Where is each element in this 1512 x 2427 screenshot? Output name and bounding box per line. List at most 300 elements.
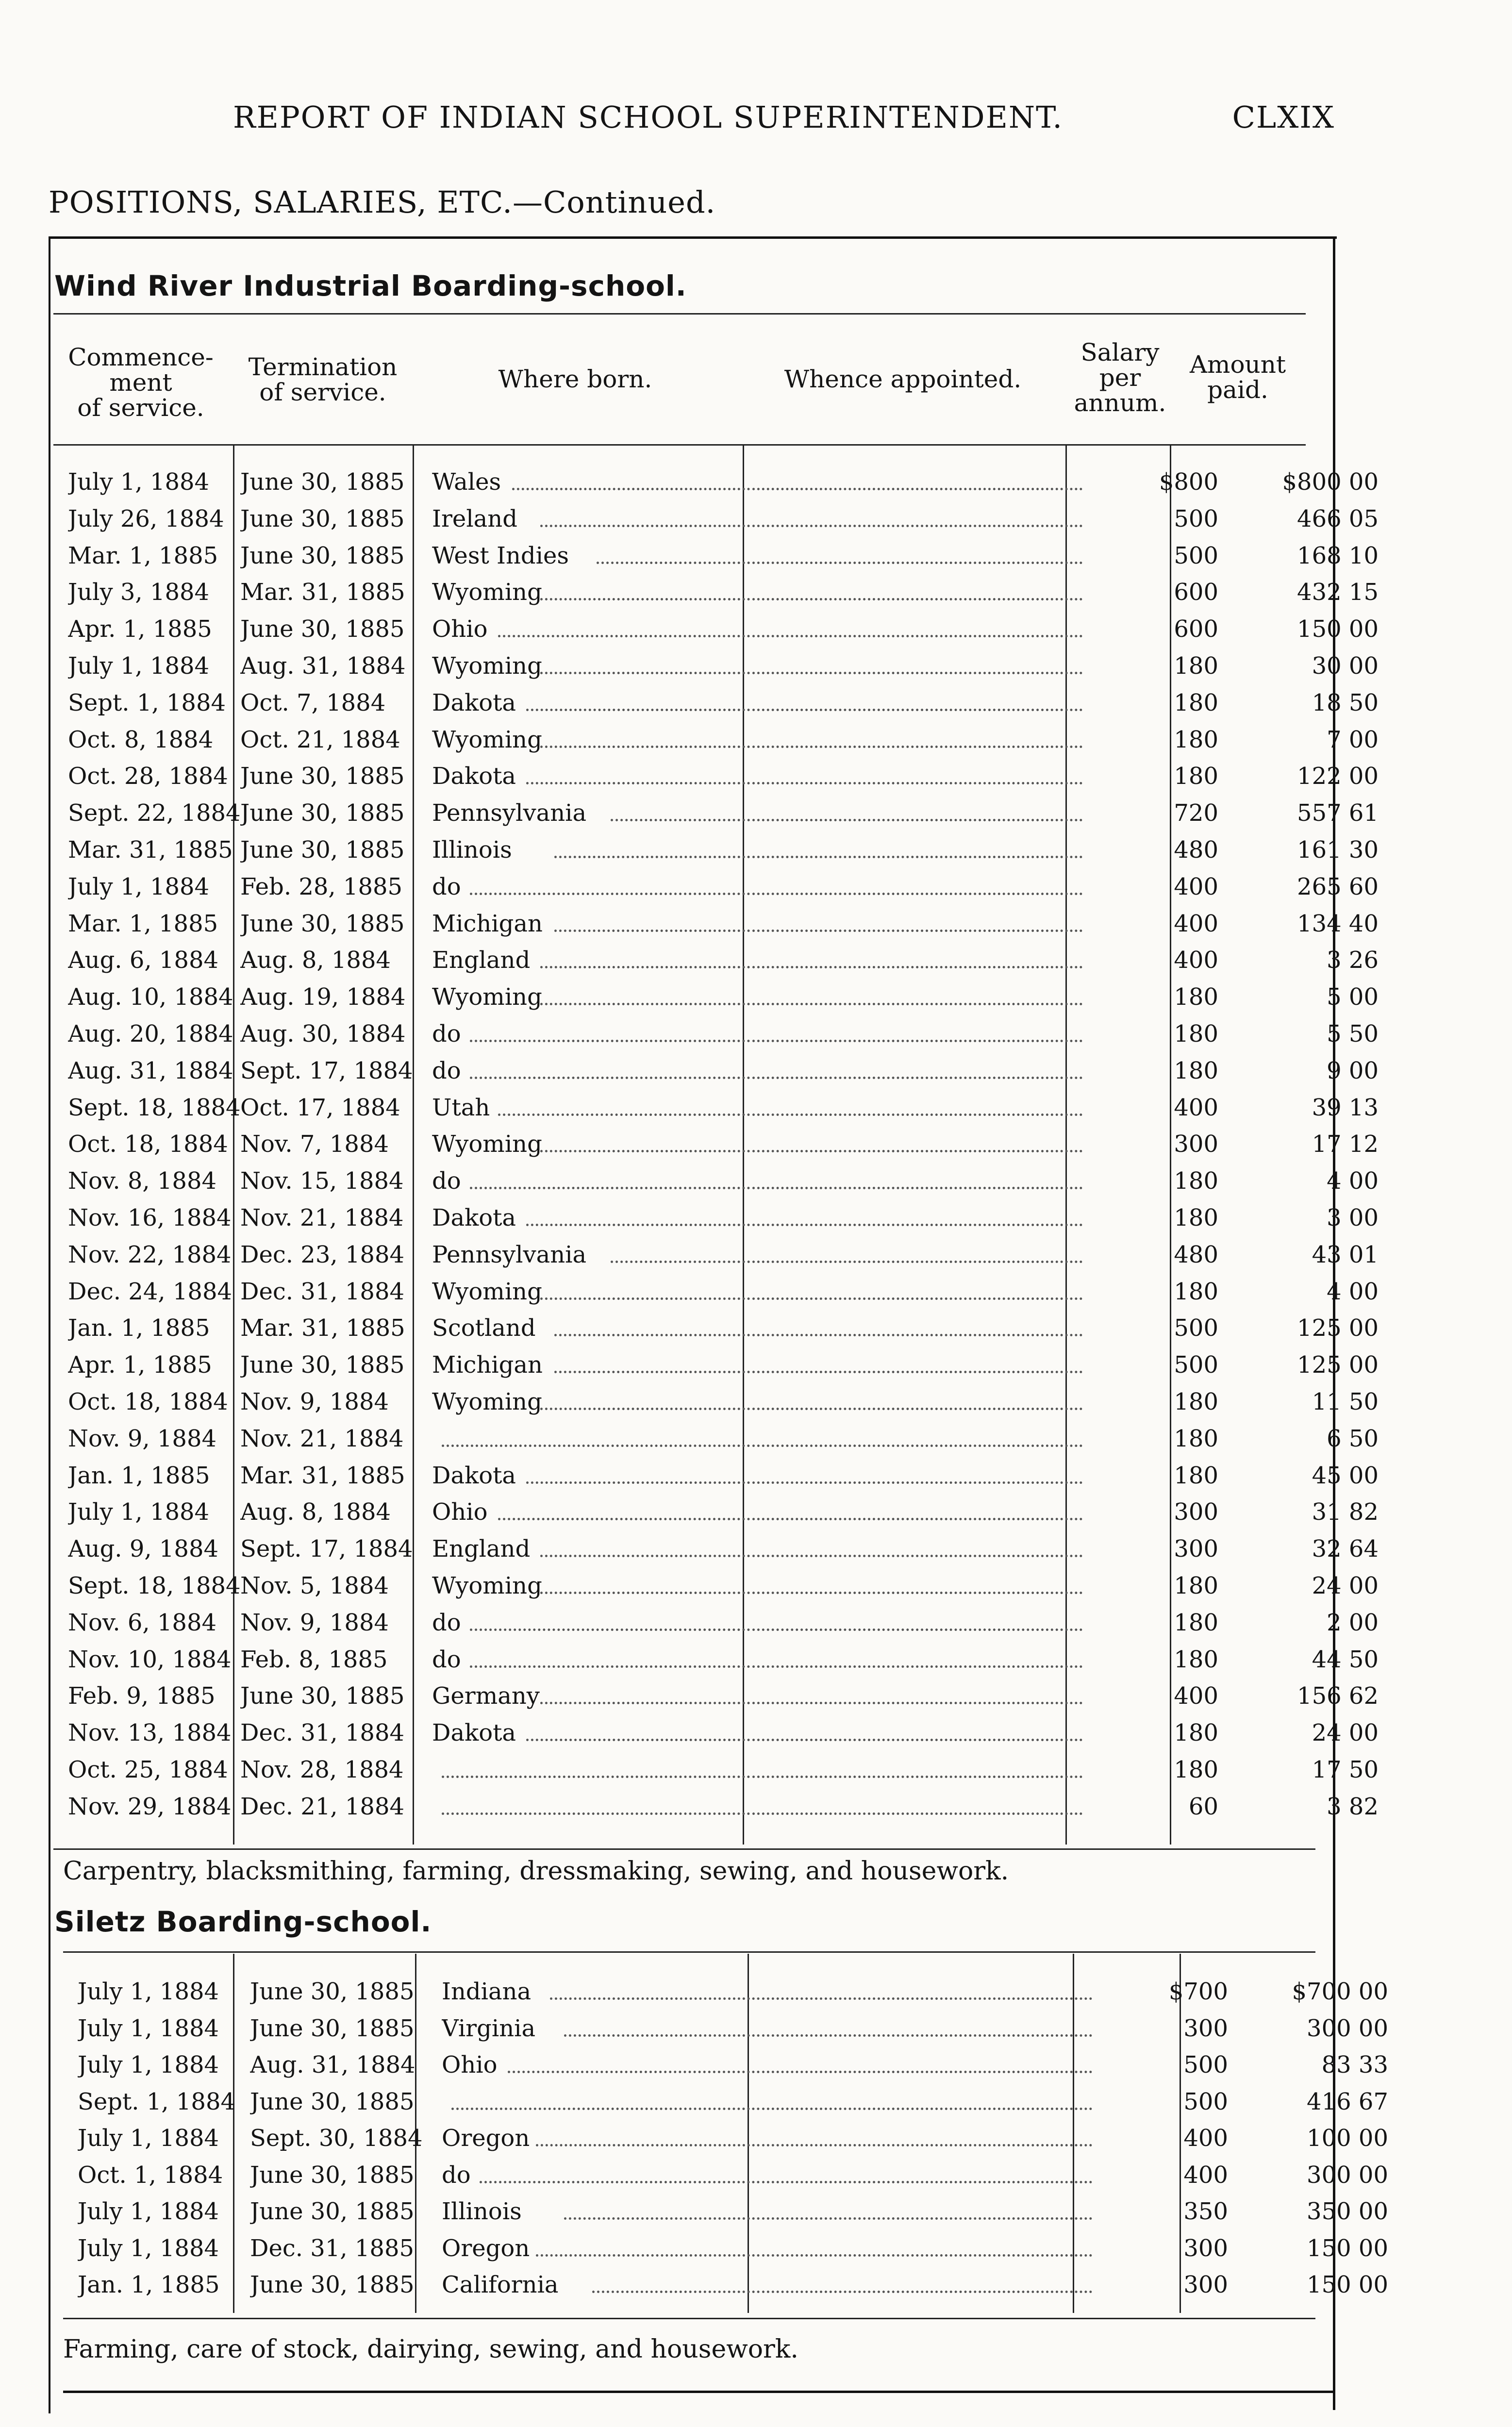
leader-dots — [470, 1665, 750, 1668]
birthplace: do — [432, 873, 461, 900]
table-row — [63, 2157, 1388, 2194]
leader-dots — [752, 1739, 1082, 1741]
col-head-paid — [1175, 352, 1301, 402]
leader-dots — [762, 2071, 1092, 2073]
commencement-date: Oct. 28, 1884 — [68, 763, 228, 790]
amount-paid: 7 00 — [1327, 726, 1379, 753]
leader-dots — [470, 1187, 750, 1189]
leader-dots — [526, 782, 750, 784]
amount-paid: 150 00 — [1307, 2234, 1388, 2262]
commencement-date: July 1, 1884 — [78, 2198, 219, 2225]
col-head-salary — [1068, 340, 1172, 416]
termination-date: Aug. 30, 1884 — [240, 1020, 406, 1047]
col-head-paid-l2: paid. — [1207, 376, 1268, 404]
table-row — [53, 942, 1379, 979]
table-row — [53, 500, 1379, 537]
commencement-date: Aug. 9, 1884 — [68, 1535, 219, 1563]
termination-date: Nov. 28, 1884 — [240, 1756, 404, 1783]
commencement-date: Oct. 18, 1884 — [68, 1388, 228, 1415]
commencement-date: Mar. 1, 1885 — [68, 910, 218, 937]
leader-dots — [526, 1481, 750, 1484]
termination-date: Mar. 31, 1885 — [240, 1462, 405, 1489]
leader-dots — [752, 1592, 1082, 1594]
commencement-date: Aug. 20, 1884 — [68, 1020, 233, 1047]
commencement-date: July 3, 1884 — [68, 579, 210, 606]
salary-per-annum: $700 — [1168, 1978, 1228, 2005]
amount-paid: $700 00 — [1292, 1978, 1388, 2005]
termination-date: Aug. 31, 1884 — [240, 652, 406, 680]
birthplace: Wyoming — [432, 1388, 542, 1415]
salary-per-annum: 180 — [1174, 1462, 1218, 1489]
table-row — [53, 1089, 1379, 1126]
termination-date: June 30, 1885 — [240, 505, 405, 532]
leader-dots — [762, 2144, 1092, 2146]
table-row — [53, 795, 1379, 831]
salary-per-annum: 180 — [1174, 763, 1218, 790]
commencement-date: Aug. 6, 1884 — [68, 947, 219, 974]
col-head-commencement-l1: Commence- — [68, 343, 214, 371]
salary-per-annum: 480 — [1174, 1241, 1218, 1268]
amount-paid: 466 05 — [1297, 505, 1379, 532]
leader-dots — [752, 672, 1082, 674]
termination-date: Nov. 21, 1884 — [240, 1204, 404, 1231]
leader-dots — [540, 966, 750, 968]
leader-dots — [526, 709, 750, 711]
leader-dots — [752, 1297, 1082, 1300]
commencement-date: Nov. 29, 1884 — [68, 1793, 232, 1820]
birthplace: West Indies — [432, 542, 569, 569]
commencement-date: Apr. 1, 1885 — [68, 1351, 212, 1379]
leader-dots — [526, 1739, 750, 1741]
commencement-date: July 1, 1884 — [78, 2234, 219, 2262]
termination-date: Dec. 31, 1884 — [240, 1719, 405, 1747]
termination-date: June 30, 1885 — [250, 2271, 415, 2298]
leader-dots — [762, 2254, 1092, 2257]
table-row — [53, 611, 1379, 648]
leader-dots — [752, 1665, 1082, 1668]
birthplace: Michigan — [432, 910, 543, 937]
commencement-date: Nov. 13, 1884 — [68, 1719, 232, 1747]
leader-dots — [752, 488, 1082, 490]
amount-paid: 150 00 — [1307, 2271, 1388, 2298]
termination-date: Nov. 15, 1884 — [240, 1167, 404, 1195]
amount-paid: 24 00 — [1312, 1719, 1379, 1747]
col-head-termination-l2: of service. — [259, 378, 386, 406]
birthplace: do — [442, 2161, 471, 2189]
commencement-date: July 1, 1884 — [68, 652, 210, 680]
leader-dots — [592, 2291, 760, 2293]
table-row — [53, 1641, 1379, 1678]
termination-date: Nov. 7, 1884 — [240, 1130, 389, 1158]
table-row — [53, 721, 1379, 758]
birthplace: Germany — [432, 1682, 540, 1710]
termination-date: June 30, 1885 — [240, 542, 405, 569]
leader-dots — [480, 2181, 760, 2183]
termination-date: Sept. 17, 1884 — [240, 1535, 413, 1563]
table-row — [53, 1420, 1379, 1457]
col-head-where-born: Where born. — [498, 365, 652, 393]
commencement-date: Jan. 1, 1885 — [78, 2271, 220, 2298]
commencement-date: Oct. 1, 1884 — [78, 2161, 223, 2189]
salary-per-annum: 500 — [1174, 1314, 1218, 1342]
leader-dots — [498, 1114, 750, 1116]
termination-date: June 30, 1885 — [250, 2198, 415, 2225]
leader-dots — [564, 2034, 760, 2037]
leader-dots — [554, 856, 750, 858]
amount-paid: 18 50 — [1312, 689, 1379, 716]
termination-date: Dec. 21, 1884 — [240, 1793, 405, 1820]
termination-date: Feb. 28, 1885 — [240, 873, 403, 900]
wr-header-top-rule — [53, 313, 1306, 315]
section-subheader: POSITIONS, SALARIES, ETC.—Continued. — [49, 184, 716, 220]
commencement-date: Feb. 9, 1885 — [68, 1682, 216, 1710]
leader-dots — [540, 1150, 750, 1152]
table-row — [63, 1973, 1388, 2010]
amount-paid: 134 40 — [1297, 910, 1379, 937]
salary-per-annum: 500 — [1183, 2088, 1228, 2115]
table-row — [53, 1457, 1379, 1494]
leader-dots — [752, 1481, 1082, 1484]
commencement-date: Sept. 18, 1884 — [68, 1094, 241, 1121]
leader-dots — [752, 893, 1082, 895]
birthplace: Wyoming — [432, 983, 542, 1011]
commencement-date: Dec. 24, 1884 — [68, 1278, 233, 1305]
si-top-rule — [63, 1951, 1315, 1953]
birthplace: Pennsylvania — [432, 1241, 587, 1268]
termination-date: Sept. 17, 1884 — [240, 1057, 413, 1084]
leader-dots — [752, 1224, 1082, 1226]
leader-dots — [752, 1702, 1082, 1704]
table-row — [53, 1494, 1379, 1530]
table-row — [53, 1714, 1379, 1751]
birthplace: Michigan — [432, 1351, 543, 1379]
leader-dots — [451, 2108, 760, 2110]
termination-date: Mar. 31, 1885 — [240, 579, 405, 606]
leader-dots — [752, 598, 1082, 600]
table-frame-bottom — [63, 2391, 1335, 2393]
leader-dots — [752, 746, 1082, 748]
leader-dots — [611, 1261, 750, 1263]
salary-per-annum: 600 — [1174, 579, 1218, 606]
birthplace: Illinois — [442, 2198, 522, 2225]
commencement-date: July 26, 1884 — [68, 505, 224, 532]
table-row — [53, 979, 1379, 1015]
leader-dots — [470, 893, 750, 895]
amount-paid: 44 50 — [1312, 1646, 1379, 1673]
leader-dots — [752, 819, 1082, 821]
birthplace: Virginia — [442, 2014, 536, 2042]
salary-per-annum: 400 — [1174, 1682, 1218, 1710]
birthplace — [432, 1420, 772, 1457]
salary-per-annum: 180 — [1174, 1609, 1218, 1636]
leader-dots — [762, 2217, 1092, 2220]
termination-date: June 30, 1885 — [240, 1351, 405, 1379]
leader-dots — [554, 1334, 750, 1336]
amount-paid: 4 00 — [1327, 1278, 1379, 1305]
table-row — [63, 2120, 1388, 2157]
amount-paid: 24 00 — [1312, 1572, 1379, 1599]
leader-dots — [762, 2108, 1092, 2110]
commencement-date: Nov. 6, 1884 — [68, 1609, 217, 1636]
salary-per-annum: 180 — [1174, 983, 1218, 1011]
leader-dots — [611, 819, 750, 821]
leader-dots — [752, 1776, 1082, 1778]
amount-paid: 83 33 — [1321, 2051, 1388, 2078]
table-row — [53, 1310, 1379, 1346]
birthplace: Dakota — [432, 763, 516, 790]
termination-date: Nov. 9, 1884 — [240, 1388, 389, 1415]
birthplace: Wyoming — [432, 1572, 542, 1599]
birthplace: Wyoming — [432, 579, 542, 606]
termination-date: June 30, 1885 — [240, 763, 405, 790]
salary-per-annum: 400 — [1183, 2161, 1228, 2189]
leader-dots — [470, 1077, 750, 1079]
termination-date: Oct. 21, 1884 — [240, 726, 400, 753]
leader-dots — [540, 1297, 750, 1300]
leader-dots — [550, 1997, 760, 2000]
col-head-termination — [233, 354, 413, 405]
table-row — [53, 1126, 1379, 1163]
leader-dots — [752, 525, 1082, 527]
birthplace: Dakota — [432, 1462, 516, 1489]
leader-dots — [470, 1629, 750, 1631]
salary-per-annum: 180 — [1174, 1057, 1218, 1084]
termination-date: Dec. 31, 1884 — [240, 1278, 405, 1305]
amount-paid: 17 12 — [1312, 1130, 1379, 1158]
birthplace: Ireland — [432, 505, 517, 532]
table-row — [53, 1199, 1379, 1236]
leader-dots — [752, 1518, 1082, 1520]
leader-dots — [442, 1445, 750, 1447]
salary-per-annum: 180 — [1174, 1646, 1218, 1673]
termination-date: Nov. 5, 1884 — [240, 1572, 389, 1599]
amount-paid: 265 60 — [1297, 873, 1379, 900]
termination-date: Mar. 31, 1885 — [240, 1314, 405, 1342]
leader-dots — [752, 1114, 1082, 1116]
amount-paid: 125 00 — [1297, 1351, 1379, 1379]
table-row — [53, 1163, 1379, 1199]
amount-paid: 17 50 — [1312, 1756, 1379, 1783]
salary-per-annum: 400 — [1174, 947, 1218, 974]
salary-per-annum: 400 — [1174, 1094, 1218, 1121]
leader-dots — [508, 2071, 760, 2073]
leader-dots — [752, 635, 1082, 637]
leader-dots — [752, 1555, 1082, 1557]
leader-dots — [597, 562, 750, 564]
birthplace: do — [432, 1646, 461, 1673]
col-head-commencement — [53, 345, 228, 420]
siletz-note: Farming, care of stock, dairying, sewing, and housework. — [63, 2335, 798, 2364]
amount-paid: 100 00 — [1307, 2125, 1388, 2152]
birthplace: Oregon — [442, 2125, 530, 2152]
birthplace: do — [432, 1020, 461, 1047]
salary-per-annum: 180 — [1174, 1278, 1218, 1305]
table-row — [63, 2083, 1388, 2120]
amount-paid: 5 00 — [1327, 983, 1379, 1011]
table-row — [63, 2010, 1388, 2047]
birthplace: Dakota — [432, 1204, 516, 1231]
leader-dots — [540, 1592, 750, 1594]
birthplace: Ohio — [432, 615, 488, 643]
table-row — [53, 758, 1379, 795]
table-row — [63, 2266, 1388, 2303]
salary-per-annum: 180 — [1174, 1167, 1218, 1195]
amount-paid: 11 50 — [1312, 1388, 1379, 1415]
leader-dots — [752, 1445, 1082, 1447]
birthplace: Wyoming — [432, 1278, 542, 1305]
table-row — [63, 2193, 1388, 2230]
salary-per-annum: 300 — [1174, 1535, 1218, 1563]
table-row — [53, 1530, 1379, 1567]
table-row — [53, 1788, 1379, 1825]
table-row — [53, 1236, 1379, 1273]
termination-date: Oct. 7, 1884 — [240, 689, 386, 716]
termination-date: June 30, 1885 — [240, 1682, 405, 1710]
amount-paid: $800 00 — [1282, 468, 1379, 496]
leader-dots — [762, 2181, 1092, 2183]
leader-dots — [536, 2144, 760, 2146]
leader-dots — [554, 930, 750, 932]
salary-per-annum: 500 — [1174, 1351, 1218, 1379]
col-head-commencement-l2: ment — [109, 368, 172, 397]
salary-per-annum: 500 — [1174, 505, 1218, 532]
birthplace: Ohio — [442, 2051, 498, 2078]
amount-paid: 9 00 — [1327, 1057, 1379, 1084]
termination-date: June 30, 1885 — [250, 1978, 415, 2005]
leader-dots — [752, 1040, 1082, 1042]
leader-dots — [540, 598, 750, 600]
salary-per-annum: 180 — [1174, 1756, 1218, 1783]
birthplace — [432, 1788, 772, 1825]
col-head-salary-l2: per — [1099, 364, 1141, 392]
birthplace: England — [432, 1535, 531, 1563]
leader-dots — [540, 746, 750, 748]
salary-per-annum: 300 — [1174, 1130, 1218, 1158]
commencement-date: Oct. 18, 1884 — [68, 1130, 228, 1158]
commencement-date: Apr. 1, 1885 — [68, 615, 212, 643]
commencement-date: July 1, 1884 — [68, 873, 210, 900]
termination-date: June 30, 1885 — [240, 799, 405, 827]
wr-table-bottom-rule — [53, 1848, 1315, 1850]
table-row — [53, 1273, 1379, 1310]
amount-paid: 3 00 — [1327, 1204, 1379, 1231]
salary-per-annum: 180 — [1174, 652, 1218, 680]
commencement-date: Sept. 22, 1884 — [68, 799, 241, 827]
table-row — [53, 1383, 1379, 1420]
birthplace: Scotland — [432, 1314, 536, 1342]
salary-per-annum: 400 — [1174, 873, 1218, 900]
amount-paid: 150 00 — [1297, 615, 1379, 643]
commencement-date: Jan. 1, 1885 — [68, 1314, 210, 1342]
termination-date: June 30, 1885 — [250, 2014, 415, 2042]
termination-date: Dec. 23, 1884 — [240, 1241, 405, 1268]
leader-dots — [540, 1702, 750, 1704]
leader-dots — [752, 1187, 1082, 1189]
termination-date: June 30, 1885 — [240, 910, 405, 937]
leader-dots — [762, 2291, 1092, 2293]
page-title: REPORT OF INDIAN SCHOOL SUPERINTENDENT. — [233, 100, 1063, 135]
commencement-date: July 1, 1884 — [78, 2125, 219, 2152]
leader-dots — [540, 672, 750, 674]
termination-date: June 30, 1885 — [250, 2088, 415, 2115]
salary-per-annum: 300 — [1183, 2014, 1228, 2042]
birthplace: Utah — [432, 1094, 490, 1121]
amount-paid: 3 26 — [1327, 947, 1379, 974]
birthplace: Wyoming — [432, 726, 542, 753]
amount-paid: 125 00 — [1297, 1314, 1379, 1342]
col-head-termination-l1: Termination — [248, 353, 398, 381]
salary-per-annum: 350 — [1183, 2198, 1228, 2225]
birthplace: Wyoming — [432, 1130, 542, 1158]
salary-per-annum: 180 — [1174, 1020, 1218, 1047]
table-row — [53, 1567, 1379, 1604]
amount-paid: 350 00 — [1307, 2198, 1388, 2225]
amount-paid: 300 00 — [1307, 2014, 1388, 2042]
termination-date: June 30, 1885 — [240, 836, 405, 864]
commencement-date: Mar. 31, 1885 — [68, 836, 233, 864]
commencement-date: July 1, 1884 — [78, 2014, 219, 2042]
table-row — [53, 905, 1379, 942]
amount-paid: 122 00 — [1297, 763, 1379, 790]
commencement-date: Aug. 10, 1884 — [68, 983, 233, 1011]
termination-date: Aug. 19, 1884 — [240, 983, 406, 1011]
amount-paid: 432 15 — [1297, 579, 1379, 606]
termination-date: Nov. 21, 1884 — [240, 1425, 404, 1452]
wr-header-bottom-rule — [53, 444, 1306, 446]
amount-paid: 2 00 — [1327, 1609, 1379, 1636]
salary-per-annum: 180 — [1174, 1388, 1218, 1415]
salary-per-annum: 180 — [1174, 1572, 1218, 1599]
table-row — [53, 1052, 1379, 1089]
birthplace: Illinois — [432, 836, 512, 864]
leader-dots — [752, 1150, 1082, 1152]
salary-per-annum: 180 — [1174, 1425, 1218, 1452]
col-head-whence: Whence appointed. — [784, 365, 1022, 393]
leader-dots — [752, 1408, 1082, 1410]
amount-paid: 3 82 — [1327, 1793, 1379, 1820]
leader-dots — [752, 1003, 1082, 1005]
salary-per-annum: 720 — [1174, 799, 1218, 827]
termination-date: Oct. 17, 1884 — [240, 1094, 400, 1121]
salary-per-annum: 500 — [1174, 542, 1218, 569]
leader-dots — [752, 930, 1082, 932]
salary-per-annum: $800 — [1159, 468, 1218, 496]
commencement-date: Mar. 1, 1885 — [68, 542, 218, 569]
leader-dots — [498, 1518, 750, 1520]
leader-dots — [540, 1003, 750, 1005]
salary-per-annum: 400 — [1183, 2125, 1228, 2152]
birthplace: California — [442, 2271, 559, 2298]
termination-date: Dec. 31, 1885 — [250, 2234, 415, 2262]
salary-per-annum: 300 — [1183, 2234, 1228, 2262]
amount-paid: 300 00 — [1307, 2161, 1388, 2189]
commencement-date: Nov. 9, 1884 — [68, 1425, 217, 1452]
leader-dots — [762, 1997, 1092, 2000]
commencement-date: July 1, 1884 — [78, 2051, 219, 2078]
birthplace — [432, 1751, 772, 1788]
table-row — [53, 574, 1379, 611]
leader-dots — [752, 1371, 1082, 1373]
salary-per-annum: 180 — [1174, 1204, 1218, 1231]
termination-date: June 30, 1885 — [240, 468, 405, 496]
table-row — [63, 2230, 1388, 2267]
salary-per-annum: 180 — [1174, 1719, 1218, 1747]
birthplace — [442, 2083, 781, 2120]
birthplace: Dakota — [432, 1719, 516, 1747]
leader-dots — [526, 1224, 750, 1226]
termination-date: Feb. 8, 1885 — [240, 1646, 388, 1673]
birthplace: Indiana — [442, 1978, 532, 2005]
